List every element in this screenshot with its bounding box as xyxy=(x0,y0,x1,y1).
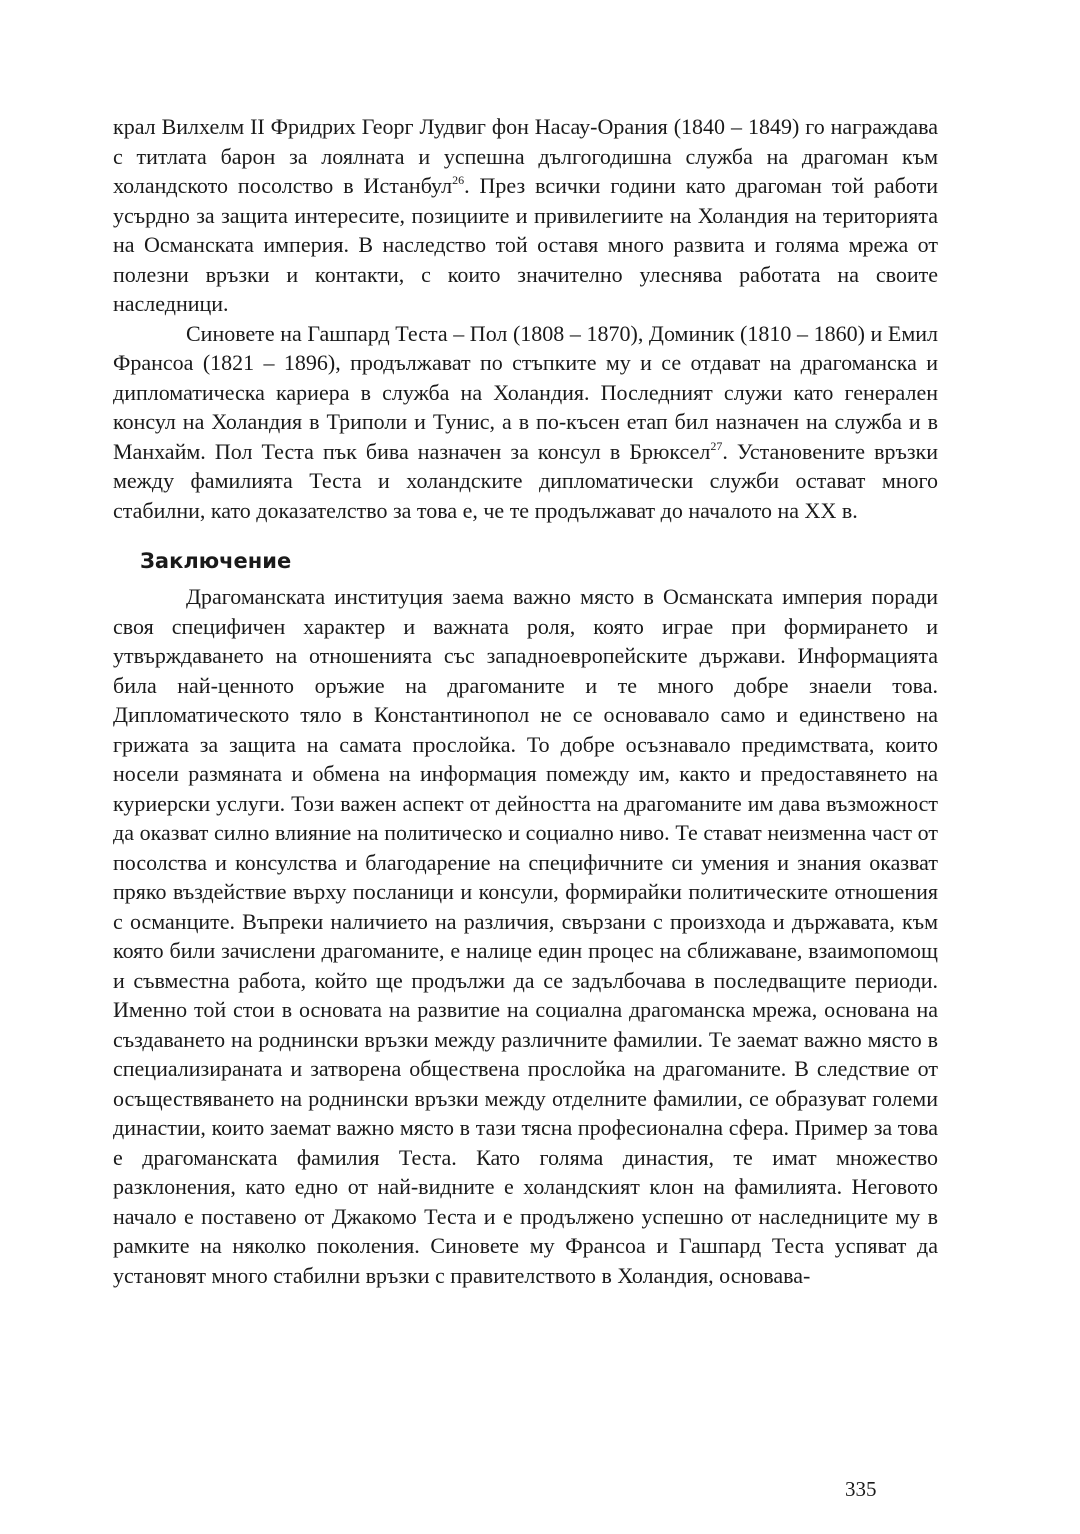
paragraph: Драгоманската институция заема важно място в Османската империя поради своя специфичен характер и важната роля, която играе при формирането и утвърждаването на отношенията със западноевропейските държави. Информацията била най-ценното оръжие на драгоманите и те много добре знаели това. Дипломатическото тяло в Константинопол не се основавало само и единствено на грижата за защита на самата прослойка. То добре осъзнавало предимствата, които носели размяната и обмена на информация помежду им, както и предоставянето на куриерски услуги. Този важен аспект от дейността на драгоманите им дава възможност да оказват силно влияние на политическо и социално ниво. Те стават неизменна част от посолства и консулства и благодарение на специфичните си умения и знания оказват пряко въздействие върху посланици и консули, формирайки политическите отношения с османците. Въпреки наличието на различия, свързани с произхода и държавата, към която били зачислени драгоманите, е налице един процес на сближаване, взаимопомощ и съвместна работа, който ще продължи да се задълбочава в последващите периоди. Именно той стои в основата на развитие на социална драгоманска мрежа, основана на създаването на роднински връзки между различните фамилии. Те заемат важно място в специализираната и затворена обществена прослойка на драгоманите. В следствие от осъществяването на роднински връзки между отделните фамилии, се образуват големи династии, които заемат важно място в тази тясна професионална сфера. Пример за това е драгоманската фамилия Теста. Като голяма династия, те имат множество разклонения, като едно от най-видните е холандският клон на фамилията. Неговото начало е поставено от Джакомо Теста и е продължено успешно от наследниците му в рамките на няколко поколения. Синовете му Франсоа и Гашпард Теста успяват да установят много стабилни връзки с правителството в Холандия, основава- xyxy=(113,584,938,1288)
paragraph-text: крал Вилхелм II Фридрих Георг Лудвиг фон Насау-Орания (1840 – 1849) го награждава с титлата барон за лоялната и успешна дългогодишна служба на драгоман към холандското посолство в Истанбул xyxy=(113,114,938,198)
paragraph-text: . Установените връзки между фамилията Теста и холандските дипломатически служби остават много стабилни, като доказателство за това е, че те продължават до началото на XX в. xyxy=(113,438,938,523)
body-text xyxy=(113,112,938,1290)
section-heading: Заключение xyxy=(140,549,292,573)
paragraph xyxy=(113,112,938,319)
footnote-ref: 27 xyxy=(710,438,723,453)
paragraph-text: . През всички години като драгоман той работи усърдно за защита интересите, позициите и привилегиите на Холандия на територията на Османската империя. В наследство той оставя много развита и голяма мрежа от полезни връзки и контакти, с които значително улеснява работата на своите наследници. xyxy=(113,173,938,316)
page-number: 335 xyxy=(845,1477,877,1501)
footnote-ref: 26 xyxy=(452,173,465,187)
paragraph xyxy=(113,319,938,526)
paragraph-text: Синовете на Гашпард Теста – Пол (1808 – 1870), Доминик (1810 – 1860) и Емил Франсоа (1821 – 1896), продължават по стъпките му и се отдават на драгоманска и дипломатическа кариера в служба на Холандия. Последният служи като генерален консул на Холандия в Триполи и Тунис, а в по-късен етап бил назначен на служба и в Манхайм. Пол Теста пък бива назначен за консул в Брюксел xyxy=(113,320,938,464)
